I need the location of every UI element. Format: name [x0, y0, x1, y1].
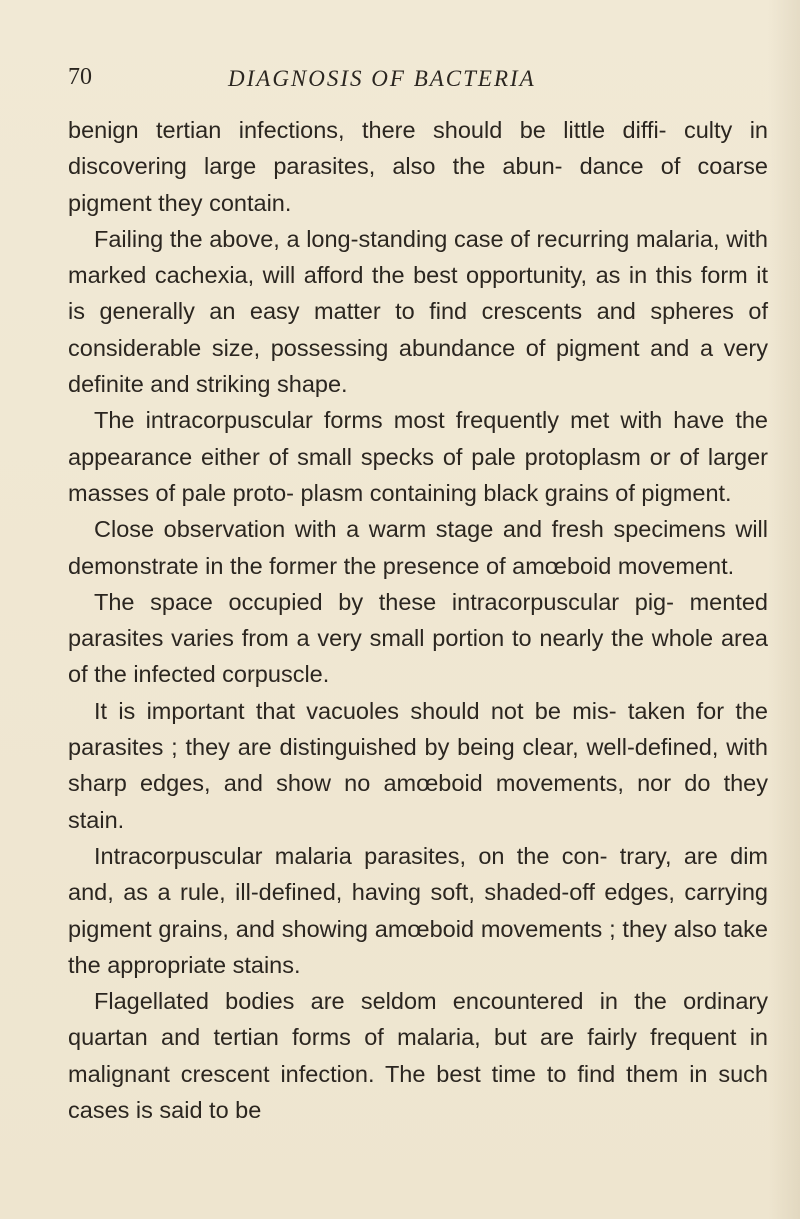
page-number: 70 [68, 64, 92, 90]
paragraph-1: benign tertian infections, there should be little diffi- culty in discovering large parasites, also the abun- dance of coarse pigment they contain. [68, 117, 768, 216]
paragraph-4: Close observation with a warm stage and fresh specimens will demonstrate in the former the presence of amœboid movement. [68, 516, 768, 579]
paragraph-3: The intracorpuscular forms most frequently met with have the appearance either of small specks of pale protoplasm or of larger masses of pale proto- plasm containing black grains of pigment. [68, 407, 768, 506]
running-head [68, 64, 768, 104]
body-text [68, 112, 768, 1128]
paragraph-6: It is important that vacuoles should not be mis- taken for the parasites ; they are distinguished by being clear, well-defined, with sharp edges, and show no amœboid movements, nor do they stain. [68, 697, 768, 833]
paragraph-7: Intracorpuscular malaria parasites, on the con- trary, are dim and, as a rule, ill-defined, having soft, shaded-off edges, carrying pigment grains, and showing amœboid movements ; they also take the appropriate stains. [68, 842, 768, 978]
paragraph-5: The space occupied by these intracorpuscular pig- mented parasites varies from a very small portion to nearly the whole area of the infected corpuscle. [68, 588, 768, 688]
paragraph-2: Failing the above, a long-standing case of recurring malaria, with marked cachexia, will afford the best opportunity, as in this form it is generally an easy matter to find crescents and spheres of considerable size, possessing abundance of pigment and a very definite and striking shape. [68, 225, 768, 398]
running-title: DIAGNOSIS OF BACTERIA [228, 66, 536, 91]
paragraph-8: Flagellated bodies are seldom encountered in the ordinary quartan and tertian forms of malaria, but are fairly frequent in malignant crescent infection. The best time to find them in such cases is said to be [68, 988, 768, 1124]
